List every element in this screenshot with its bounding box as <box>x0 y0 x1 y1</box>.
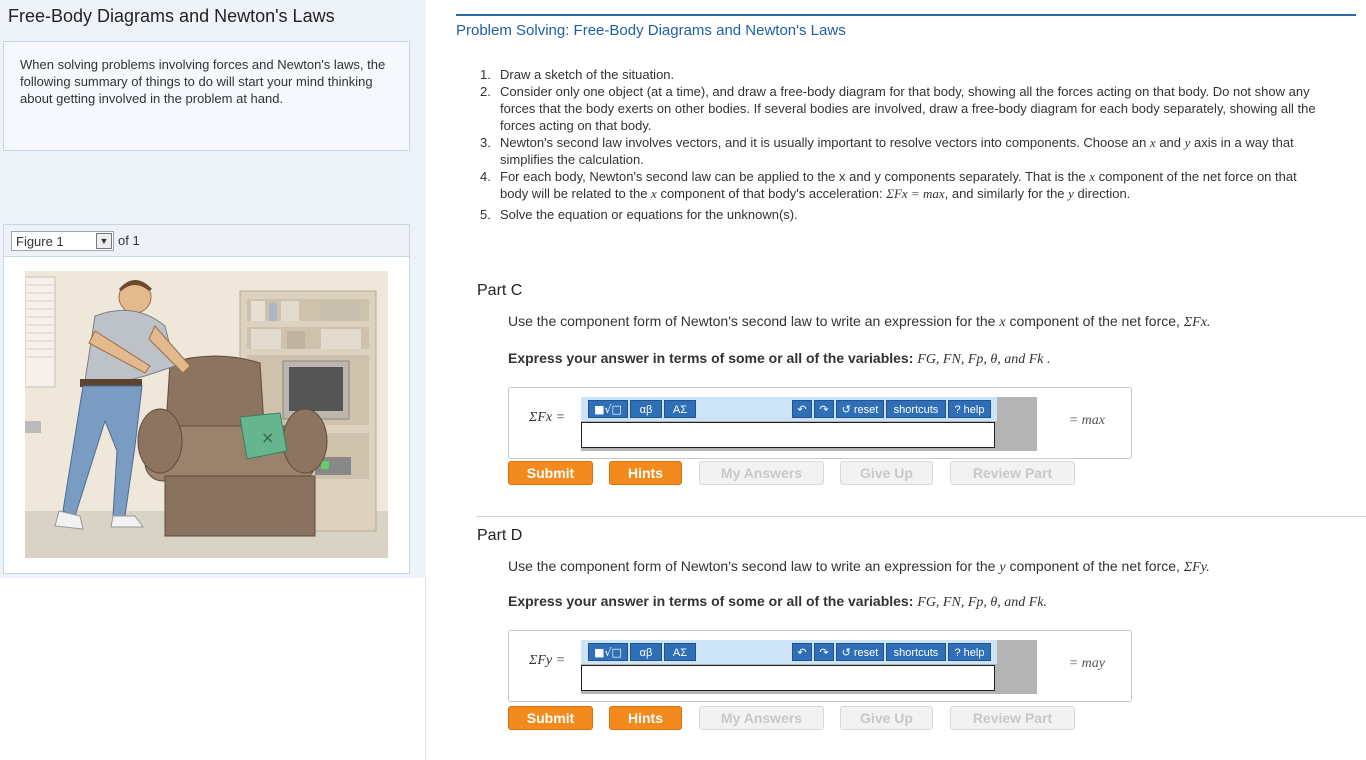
my-answers-button[interactable]: My Answers <box>699 461 824 485</box>
reset-button[interactable]: ↺ reset <box>836 400 884 418</box>
step-number: 5. <box>480 207 491 222</box>
help-button[interactable]: ? help <box>948 400 991 418</box>
list-item <box>476 134 1326 168</box>
part-d-variables <box>508 593 1047 611</box>
hints-button[interactable]: Hints <box>609 461 682 485</box>
step-text: Draw a sketch of the situation. <box>500 67 675 82</box>
variables-list: FG, FN, Fp, θ, and Fk . <box>917 352 1051 367</box>
figure-bar <box>4 225 409 257</box>
reset-button[interactable]: ↺ reset <box>836 643 884 661</box>
chevron-down-icon[interactable]: ▼ <box>96 233 112 249</box>
redo-icon[interactable]: ↷ <box>814 643 834 661</box>
answer-label: ΣFx = <box>529 410 566 425</box>
answer-rhs: = max <box>1068 413 1105 428</box>
part-divider <box>476 516 1366 517</box>
variables-text: Express your answer in terms of some or all of the variables: <box>508 593 918 609</box>
question-text: Use the component form of Newton's second law to write an expression for the <box>508 558 1000 574</box>
svg-text:×: × <box>261 428 275 447</box>
step-var: x <box>1149 135 1156 150</box>
figure-select[interactable] <box>11 231 114 251</box>
question-text: component of the net force, <box>1005 558 1184 574</box>
step-number: 3. <box>480 135 491 150</box>
math-editor <box>581 397 1037 451</box>
symbols-button[interactable]: ΑΣ <box>664 643 696 661</box>
list-item <box>476 66 1326 83</box>
left-title: Free-Body Diagrams and Newton's Laws <box>8 6 335 26</box>
page-title: Problem Solving: Free-Body Diagrams and Newton's Laws <box>456 22 846 39</box>
step-var: x <box>1089 169 1096 184</box>
answer-input[interactable] <box>581 665 995 691</box>
greek-button[interactable]: αβ <box>630 400 662 418</box>
math-editor <box>581 640 1037 694</box>
question-var: x <box>999 315 1006 330</box>
question-var: y <box>999 560 1006 575</box>
step-var: y <box>1184 135 1191 150</box>
undo-icon[interactable]: ↶ <box>792 400 812 418</box>
templates-button[interactable]: ■√□ <box>588 400 628 418</box>
give-up-button[interactable]: Give Up <box>840 706 933 730</box>
part-c-heading: Part C <box>477 282 523 299</box>
intro-box <box>3 41 410 151</box>
shortcuts-button[interactable]: shortcuts <box>886 643 946 661</box>
step-text: axis in a way that simplifies the calculation. <box>500 135 1294 167</box>
editor-toolbar <box>581 640 997 664</box>
variables-text: Express your answer in terms of some or all of the variables: <box>508 350 918 366</box>
submit-button[interactable]: Submit <box>508 706 593 730</box>
hints-button[interactable]: Hints <box>609 706 682 730</box>
question-text: Use the component form of Newton's second law to write an expression for the <box>508 313 1000 329</box>
editor-toolbar <box>581 397 997 421</box>
intro-text: When solving problems involving forces and Newton's laws, the following summary of things to do will start your mind thinking about getting involved in the problem at hand. <box>20 57 386 106</box>
figure-panel <box>3 224 410 574</box>
step-text: Consider only one object (at a time), and draw a free-body diagram for that body, showing all the forces acting on that body. Do not show any forces that the body exerts on other bodies. If several bodies are involved, draw a free-body diagram for each body separately, showing all the forces acting on that body. <box>500 84 1316 133</box>
greek-button[interactable]: αβ <box>630 643 662 661</box>
give-up-button[interactable]: Give Up <box>840 461 933 485</box>
part-d-question <box>508 558 1210 576</box>
step-number: 2. <box>480 84 491 99</box>
answer-rhs: = may <box>1068 656 1105 671</box>
review-part-button[interactable]: Review Part <box>950 461 1075 485</box>
step-text: For each body, Newton's second law can be applied to the x and y components separately. That is the <box>500 169 1090 184</box>
part-c-question <box>508 313 1210 331</box>
part-c-answer-box <box>508 387 1132 459</box>
submit-button[interactable]: Submit <box>508 461 593 485</box>
list-item <box>476 168 1326 206</box>
question-symbol: ΣFx. <box>1183 315 1211 330</box>
undo-icon[interactable]: ↶ <box>792 643 812 661</box>
shortcuts-button[interactable]: shortcuts <box>886 400 946 418</box>
step-text: , and similarly for the <box>944 186 1069 201</box>
step-text: direction. <box>1073 186 1131 201</box>
step-text: component of that body's acceleration: <box>656 186 887 201</box>
part-d-heading: Part D <box>477 527 523 544</box>
figure-illustration <box>25 271 388 558</box>
step-text: Solve the equation or equations for the unknown(s). <box>500 207 798 222</box>
answer-label: ΣFy = <box>529 653 566 668</box>
review-part-button[interactable]: Review Part <box>950 706 1075 730</box>
steps-list <box>476 66 1326 223</box>
question-text: component of the net force, <box>1005 313 1184 329</box>
left-panel <box>0 0 426 760</box>
help-button[interactable]: ? help <box>948 643 991 661</box>
part-c-variables <box>508 350 1051 368</box>
list-item <box>476 206 1326 223</box>
part-d-answer-box <box>508 630 1132 702</box>
answer-input[interactable] <box>581 422 995 448</box>
step-equation: ΣFx = max <box>886 186 945 201</box>
step-text: and <box>1155 135 1185 150</box>
figure-select-value: Figure 1 <box>16 234 64 249</box>
step-text: component of the net force on that body will be related to the <box>500 169 1297 201</box>
step-number: 1. <box>480 67 491 82</box>
step-text: Newton's second law involves vectors, and it is usually important to resolve vectors into components. Choose an <box>500 135 1150 150</box>
step-number: 4. <box>480 169 491 184</box>
list-item <box>476 83 1326 134</box>
question-symbol: ΣFy. <box>1183 560 1210 575</box>
redo-icon[interactable]: ↷ <box>814 400 834 418</box>
figure-count: of 1 <box>118 233 140 248</box>
templates-button[interactable]: ■√□ <box>588 643 628 661</box>
my-answers-button[interactable]: My Answers <box>699 706 824 730</box>
top-rule <box>456 14 1356 16</box>
symbols-button[interactable]: ΑΣ <box>664 400 696 418</box>
step-var: x <box>651 186 657 201</box>
variables-list: FG, FN, Fp, θ, and Fk. <box>917 595 1048 610</box>
step-var: y <box>1068 186 1074 201</box>
